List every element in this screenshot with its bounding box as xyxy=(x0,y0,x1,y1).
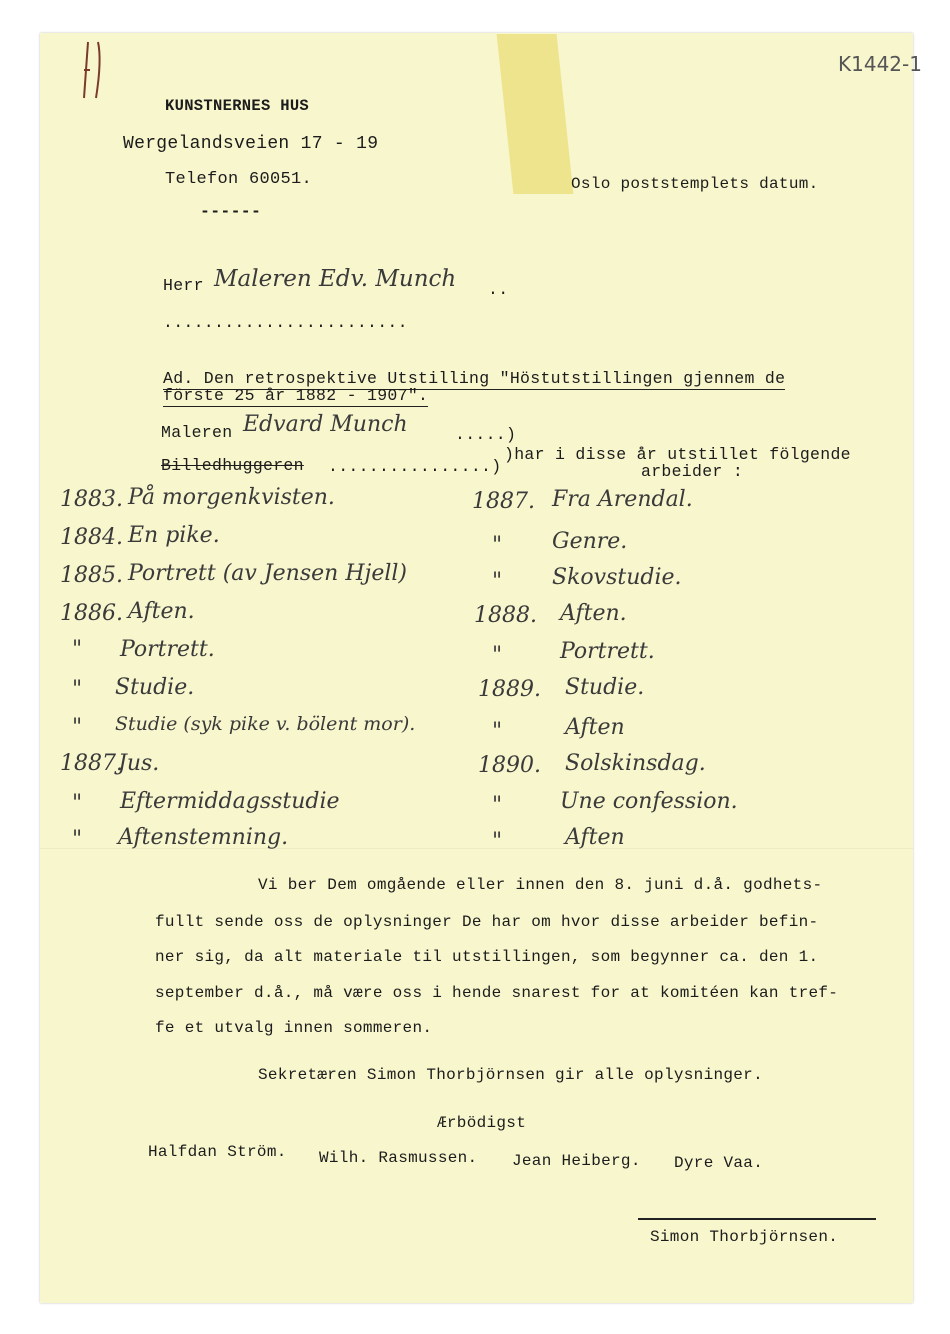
signatory: Dyre Vaa. xyxy=(674,1154,764,1172)
work-year: 1887. xyxy=(472,489,535,514)
work-title: Aften. xyxy=(128,599,195,624)
work-title: Aftenstemning. xyxy=(118,825,289,850)
work-title: Eftermiddagsstudie xyxy=(120,789,340,814)
work-title: På morgenkvisten. xyxy=(128,485,335,510)
work-title: Jus. xyxy=(118,751,160,776)
subject-line-2: förste 25 år 1882 - 1907". xyxy=(163,386,429,405)
signatory: Halfdan Ström. xyxy=(148,1143,287,1161)
recipient-label: Herr xyxy=(163,276,204,295)
letterhead-address: Wergelandsveien 17 - 19 xyxy=(123,134,379,154)
closing: Ærbödigst xyxy=(437,1114,527,1132)
work-year: " xyxy=(492,643,503,668)
exhibited-line-2: arbeider : xyxy=(641,462,744,481)
work-year: " xyxy=(72,791,83,816)
body-line-3: ner sig, da alt materiale til utstillingen, som begynner ca. den 1. xyxy=(155,948,819,966)
painter-name-handwritten: Edvard Munch xyxy=(243,412,408,437)
recipient-dots: .. xyxy=(488,280,509,299)
work-title: Studie. xyxy=(565,675,645,700)
painter-dots: .....) xyxy=(455,425,517,444)
work-title: Skovstudie. xyxy=(552,565,682,590)
sculptor-label: Billedhuggeren xyxy=(161,456,304,475)
paperclip-mark xyxy=(76,40,116,100)
work-year: 1886. xyxy=(60,601,123,626)
catalog-number: K1442-1 xyxy=(838,52,922,76)
letterhead-phone: Telefon 60051. xyxy=(165,170,313,189)
recipient-second-line: ........................ xyxy=(163,313,408,332)
work-year: " xyxy=(492,533,503,558)
work-year: " xyxy=(72,637,83,662)
work-year: " xyxy=(72,715,83,740)
signature-name: Simon Thorbjörnsen. xyxy=(650,1228,839,1246)
work-title: Portrett. xyxy=(120,637,215,662)
work-year: " xyxy=(72,677,83,702)
work-year: 1889. xyxy=(478,677,541,702)
work-title: Une confession. xyxy=(560,789,738,814)
work-year: 1883. xyxy=(60,487,123,512)
work-year: " xyxy=(492,793,503,818)
body-line-5: fe et utvalg innen sommeren. xyxy=(155,1019,433,1037)
work-year: 1888. xyxy=(474,603,537,628)
signature-line xyxy=(638,1218,876,1220)
work-title: Aften. xyxy=(560,601,627,626)
work-title: Aften xyxy=(565,715,625,740)
painter-label: Maleren xyxy=(161,423,233,442)
work-title: Aften xyxy=(565,825,625,850)
work-year: " xyxy=(492,719,503,744)
recipient-name-handwritten: Maleren Edv. Munch xyxy=(214,266,457,292)
letter-paper xyxy=(40,33,913,1303)
work-title: Portrett. xyxy=(560,639,655,664)
work-title: En pike. xyxy=(128,523,220,548)
body-line-4: september d.å., må være oss i hende snarest for at komitéen kan tref- xyxy=(155,984,839,1002)
exhibited-line-1: )har i disse år utstillet fölgende xyxy=(504,445,851,464)
work-title: Fra Arendal. xyxy=(552,487,693,512)
work-title: Studie (syk pike v. bölent mor). xyxy=(115,713,416,735)
work-title: Genre. xyxy=(552,529,628,554)
date-line: Oslo poststemplets datum. xyxy=(571,175,819,193)
work-title: Solskinsdag. xyxy=(565,751,706,776)
work-year: 1885. xyxy=(60,563,123,588)
work-year: " xyxy=(72,827,83,852)
letterhead-rule: ------ xyxy=(200,202,262,221)
subject-line-1: Ad. Den retrospektive Utstilling "Höstutstillingen gjennem de xyxy=(163,369,786,388)
signatory: Jean Heiberg. xyxy=(512,1152,641,1170)
letterhead-name: KUNSTNERNES HUS xyxy=(165,97,310,115)
work-year: 1887. xyxy=(60,751,123,776)
work-title: Portrett (av Jensen Hjell) xyxy=(128,561,408,586)
sculptor-dots: ................) xyxy=(328,457,502,476)
work-year: " xyxy=(492,829,503,854)
signatory: Wilh. Rasmussen. xyxy=(319,1149,478,1167)
secretary-line: Sekretæren Simon Thorbjörnsen gir alle oplysninger. xyxy=(258,1066,763,1084)
body-line-1: Vi ber Dem omgående eller innen den 8. juni d.å. godhets- xyxy=(258,876,823,894)
work-year: " xyxy=(492,569,503,594)
body-line-2: fullt sende oss de oplysninger De har om hvor disse arbeider befin- xyxy=(155,913,819,931)
work-year: 1884. xyxy=(60,525,123,550)
work-title: Studie. xyxy=(115,675,195,700)
work-year: 1890. xyxy=(478,753,541,778)
